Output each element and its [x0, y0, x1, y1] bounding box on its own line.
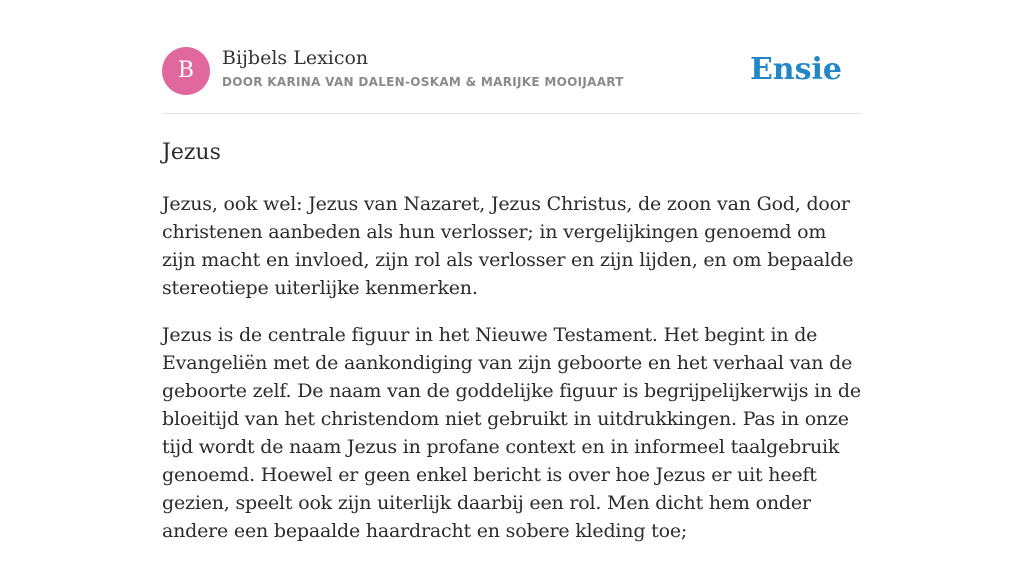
entry-paragraph: Jezus, ook wel: Jezus van Nazaret, Jezus Christus, de zoon van God, door christenen aanbeden als hun verlosser; in vergelijkingen genoemd om zijn macht en invloed, zijn rol als verlosser en zijn lijden, en om bepaalde stereotiepe uiterlijke kenmerken.: [162, 193, 854, 299]
avatar[interactable]: B: [162, 47, 210, 95]
entry-title: Jezus: [162, 140, 221, 165]
header-divider: [162, 113, 862, 114]
ensie-logo[interactable]: Ensie: [749, 52, 842, 87]
entry-body: [162, 190, 862, 564]
lexicon-header: [162, 46, 862, 96]
authors-byline: DOOR KARINA VAN DALEN-OSKAM & MARIJKE MOOIJAART: [222, 75, 624, 89]
entry-paragraph: Jezus is de centrale figuur in het Nieuwe Testament. Het begint in de Evangeliën met de aankondiging van zijn geboorte en het verhaal van de geboorte zelf. De naam van de goddelijke figuur is begrijpelijkerwijs in de bloeitijd van het christendom niet gebruikt in uitdrukkingen. Pas in onze tijd wordt de naam Jezus in profane context en in informeel taalgebruik genoemd. Hoewel er geen enkel bericht is over hoe Jezus er uit heeft gezien, speelt ook zijn uiterlijk daarbij een rol. Men dicht hem onder andere een bepaalde haardracht en sobere kleding toe;: [162, 324, 861, 542]
book-title[interactable]: Bijbels Lexicon: [222, 47, 369, 69]
